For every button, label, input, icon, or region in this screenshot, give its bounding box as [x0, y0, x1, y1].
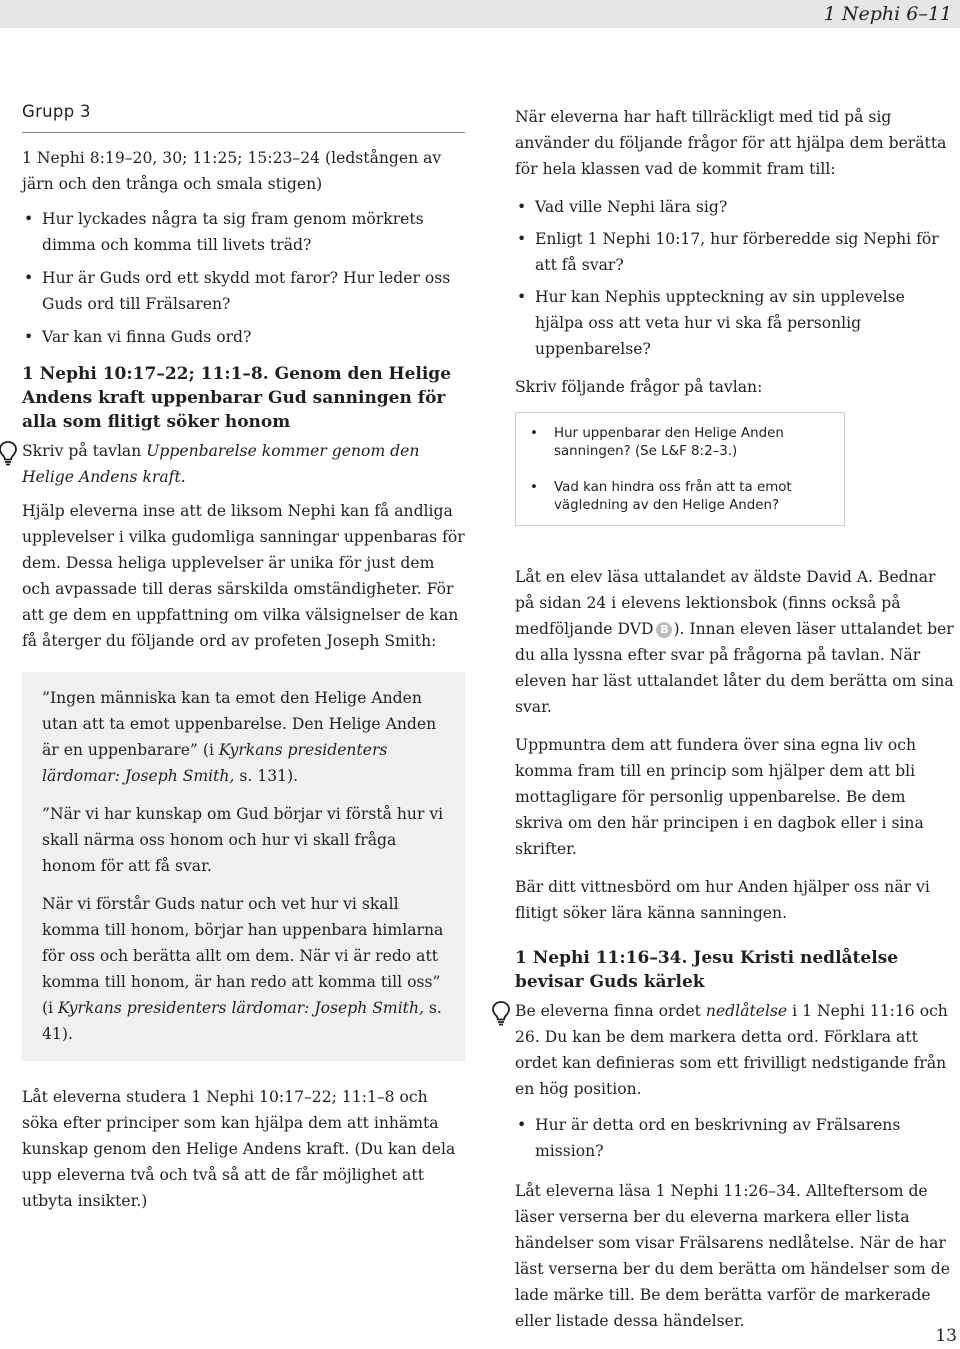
question-list — [515, 194, 957, 362]
paragraph: Låt eleverna studera 1 Nephi 10:17–22; 11:1–8 och söka efter principer som kan hjälpa dem att inhämta kunskap genom den Helige Andens kraft. (Du kan dela upp eleverna två och två så att de får möjlighet att utbyta insikter.) — [22, 1088, 456, 1210]
list-item: • Hur är detta ord en beskrivning av Frälsarens mission? — [517, 1116, 901, 1160]
quote: När vi förstår Guds natur och vet hur vi skall komma till honom, börjar han uppenbara himlarna för oss och berätta allt om dem. När vi är redo att komma till honom, är han redo att komma till oss” (i Kyrkans presidenters lärdomar: Joseph Smith, s. 41). — [42, 895, 444, 1043]
list-item: • Vad ville Nephi lära sig? — [517, 198, 728, 216]
idea-board-text: Uppenbarelse kommer genom den Helige Andens kraft. — [22, 442, 420, 486]
quote-box — [22, 672, 465, 1061]
list-item: • Vad kan hindra oss från att ta emot vägledning av den Helige Anden? — [530, 480, 792, 513]
paragraph: Låt en elev läsa uttalandet av äldste David A. Bednar på sidan 24 i elevens lektionsbok (finns också på medföljande DVD B ). Innan eleven läser uttalandet ber du alla lyssna efter svar på frågorna på tavlan. När eleven har läst uttalandet låter du dem berätta om sina svar. — [515, 568, 954, 716]
paragraph: Uppmuntra dem att fundera över sina egna liv och komma fram till en princip som hjälper dem att bli mottagligare för personlig uppenbarelse. Be dem skriva om den här principen i en dagbok eller i sina skrifter. — [515, 736, 924, 858]
lightbulb-icon — [491, 1000, 511, 1026]
right-column — [515, 104, 957, 1334]
list-item: • Hur är Guds ord ett skydd mot faror? Hur leder oss Guds ord till Frälsaren? — [24, 269, 451, 313]
section-heading: 1 Nephi 11:16–34. Jesu Kristi nedlåtelse bevisar Guds kärlek — [515, 948, 899, 992]
lightbulb-icon — [0, 440, 18, 466]
dvd-badge: B — [656, 622, 672, 638]
left-column — [22, 100, 465, 1214]
quote: ”När vi har kunskap om Gud börjar vi förstå hur vi skall närma oss honom och hur vi skall fråga honom för att få svar. — [42, 805, 444, 875]
group-references: 1 Nephi 8:19–20, 30; 11:25; 15:23–24 (ledstången av järn och den trånga och smala stigen) — [22, 149, 442, 193]
question-list — [515, 1112, 957, 1164]
idea-text: Skriv på tavlan — [22, 442, 147, 460]
list-item: • Hur lyckades några ta sig fram genom mörkrets dimma och komma till livets träd? — [24, 210, 424, 254]
paragraph: Låt eleverna läsa 1 Nephi 11:26–34. Allteftersom de läser verserna ber du eleverna markera eller lista händelser som visar Frälsarens nedlåtelse. När de har läst verserna ber du dem berätta om händelser som de lade märke till. Be dem berätta varför de markerade eller listade dessa händelser. — [515, 1182, 950, 1330]
running-header: 1 Nephi 6–11 — [823, 3, 952, 25]
board-question-list — [530, 425, 830, 515]
group-question-list — [22, 206, 465, 350]
teaching-idea: Be eleverna finna ordet nedlåtelse i 1 Nephi 11:16 och 26. Du kan be dem markera detta ord. Förklara att ordet kan definieras som ett frivilligt nedstigande från en hög position. — [515, 998, 957, 1102]
paragraph: När eleverna har haft tillräckligt med tid på sig använder du följande frågor för att hjälpa dem berätta för hela klassen vad de kommit fram till: — [515, 108, 947, 178]
page-number: 13 — [935, 1326, 957, 1346]
list-item: • Var kan vi finna Guds ord? — [24, 328, 252, 346]
paragraph: Skriv följande frågor på tavlan: — [515, 378, 763, 396]
group-title: Grupp 3 — [22, 100, 465, 133]
header-bar — [0, 0, 960, 28]
quote: ”Ingen människa kan ta emot den Helige Anden utan att ta emot uppenbarelse. Den Helige Anden är en uppenbarare” (i Kyrkans presidenters lärdomar: Joseph Smith, s. 131). — [42, 689, 437, 785]
section-heading: 1 Nephi 10:17–22; 11:1–8. Genom den Helige Andens kraft uppenbarar Gud sanningen för alla som flitigt söker honom — [22, 364, 452, 432]
paragraph: Hjälp eleverna inse att de liksom Nephi kan få andliga upplevelser i vilka gudomliga sanningar uppenbaras för dem. Dessa heliga upplevelser är unika för just dem och avpassade till deras särskilda omständigheter. För att ge dem en uppfattning om vilka välsignelser de kan få återger du följande ord av profeten Joseph Smith: — [22, 502, 465, 650]
list-item: • Enligt 1 Nephi 10:17, hur förberedde sig Nephi för att få svar? — [517, 230, 939, 274]
list-item: • Hur kan Nephis uppteckning av sin upplevelse hjälpa oss att veta hur vi ska få personlig uppenbarelse? — [517, 288, 905, 358]
board-box — [515, 412, 845, 526]
list-item: • Hur uppenbarar den Helige Anden sanningen? (Se L&F 8:2–3.) — [530, 426, 784, 459]
paragraph: Bär ditt vittnesbörd om hur Anden hjälper oss när vi flitigt söker lära känna sanningen. — [515, 878, 930, 922]
teaching-idea — [22, 438, 465, 490]
key-word: nedlåtelse — [705, 1002, 788, 1020]
